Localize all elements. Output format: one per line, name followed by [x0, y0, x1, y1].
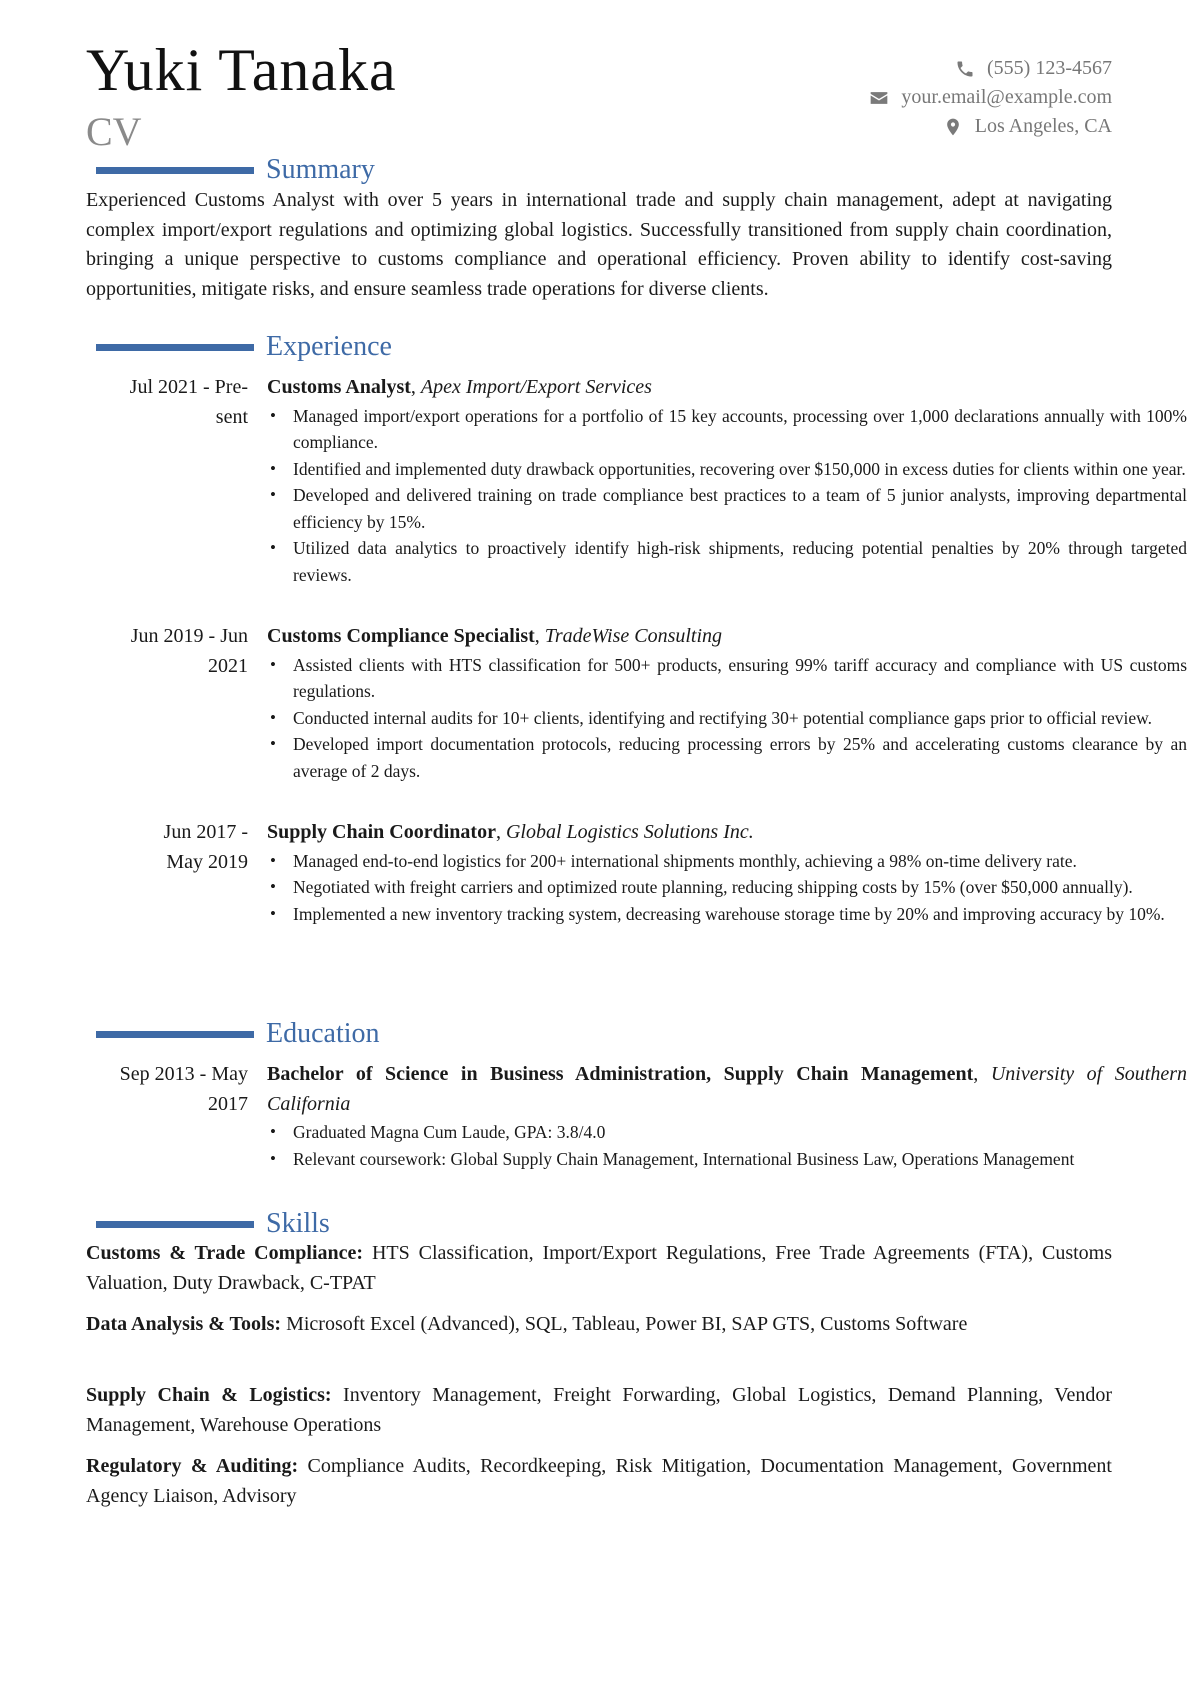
skill-items: Microsoft Excel (Advanced), SQL, Tableau, Power BI, SAP GTS, Customs Software: [286, 1313, 968, 1335]
section-bar: [96, 344, 254, 351]
list-item: • Developed import documentation protocols, reducing processing errors by 25% and accelerating customs clearance by an average of 2 days.: [267, 731, 1187, 784]
section-bar: [96, 1031, 254, 1038]
date-line: Jun 2019 - Jun: [130, 625, 248, 647]
entry-dates: [86, 1060, 248, 1119]
envelope-icon: [869, 88, 889, 108]
list-item: • Assisted clients with HTS classification for 500+ products, ensuring 99% tariff accuracy and compliance with US customs regulations.: [267, 652, 1187, 705]
entry-dates: [86, 622, 248, 681]
contact-location: [869, 112, 1112, 141]
list-item: • Developed and delivered training on trade compliance best practices to a team of 5 junior analysts, improving departmental efficiency by 15%.: [267, 482, 1187, 535]
skill-items: HTS Classification, Import/Export Regulations, Free Trade Agreements (FTA), Customs Valuation, Duty Drawback, C-TPAT: [86, 1242, 1112, 1294]
employer: Apex Import/Export Services: [420, 376, 652, 398]
section-header-education: [96, 1017, 380, 1051]
bullet-list: [267, 403, 1187, 589]
entry-heading: Customs Compliance Specialist, TradeWise Consulting: [267, 625, 723, 647]
degree-title: Bachelor of Science in Business Administration, Supply Chain Management: [267, 1063, 974, 1085]
list-item: • Managed end-to-end logistics for 200+ international shipments monthly, achieving a 98% on-time delivery rate.: [267, 848, 1187, 875]
bullet-list: [267, 848, 1187, 928]
section-header-skills: [96, 1207, 330, 1241]
skill-group: [86, 1381, 1112, 1440]
bullet-list: [267, 652, 1187, 785]
job-title: Customs Analyst: [267, 376, 411, 398]
skill-group: [86, 1310, 1112, 1340]
list-item: • Relevant coursework: Global Supply Chain Management, International Business Law, Operations Management: [267, 1146, 1187, 1173]
section-bar: [96, 167, 254, 174]
skill-label: Supply Chain & Logistics:: [86, 1384, 332, 1406]
section-header-experience: [96, 330, 392, 364]
contact-email: [869, 83, 1112, 112]
date-line: May 2019: [166, 850, 248, 873]
section-header-summary: [96, 153, 375, 187]
summary-text: Experienced Customs Analyst with over 5 years in international trade and supply chain management, adept at navigating complex import/export regulations and optimizing global logistics. Successfully transitioned from supply chain coordination, bringing a unique perspective to customs compliance and operational efficiency. Proven ability to identify cost-saving opportunities, mitigate risks, and ensure seamless trade operations for diverse clients.: [86, 189, 1112, 300]
entry-dates: [86, 373, 248, 432]
date-line: 2021: [208, 654, 248, 677]
contact-block: [869, 54, 1112, 141]
skill-label: Customs & Trade Compliance:: [86, 1242, 364, 1264]
person-name: Yuki Tanaka: [86, 37, 397, 103]
list-item: • Graduated Magna Cum Laude, GPA: 3.8/4.0: [267, 1119, 1187, 1146]
map-pin-icon: [943, 117, 963, 137]
skill-label: Data Analysis & Tools:: [86, 1313, 282, 1335]
list-item: • Implemented a new inventory tracking system, decreasing warehouse storage time by 20% and improving accuracy by 10%.: [267, 901, 1187, 928]
list-item: • Conducted internal audits for 10+ clients, identifying and rectifying 30+ potential compliance gaps prior to official review.: [267, 705, 1187, 732]
employer: TradeWise Consulting: [544, 625, 723, 647]
date-line: 2017: [208, 1092, 248, 1115]
section-title: Experience: [266, 331, 392, 362]
section-bar: [96, 1221, 254, 1228]
location-text: Los Angeles, CA: [974, 115, 1112, 137]
list-item: • Utilized data analytics to proactively identify high-risk shipments, reducing potential penalties by 20% through targeted reviews.: [267, 535, 1187, 588]
employer: Global Logistics Solutions Inc.: [505, 821, 754, 843]
section-title: Summary: [266, 154, 375, 185]
section-title: Education: [266, 1018, 380, 1049]
entry-heading: Bachelor of Science in Business Administration, Supply Chain Management, University of Southern California: [267, 1063, 1188, 1115]
institution: University of Southern California: [267, 1063, 1188, 1115]
date-line: Jul 2021 - Pre-: [129, 376, 248, 398]
section-title: Skills: [266, 1208, 330, 1239]
contact-phone: [869, 54, 1112, 83]
entry-heading: Supply Chain Coordinator, Global Logistics Solutions Inc.: [267, 821, 754, 843]
date-line: sent: [215, 405, 248, 428]
skill-group: [86, 1239, 1112, 1298]
skill-group: [86, 1452, 1112, 1511]
entry-dates: [86, 818, 248, 877]
document-subtitle: CV: [86, 109, 142, 154]
entry-heading: Customs Analyst, Apex Import/Export Services: [267, 376, 652, 398]
list-item: • Identified and implemented duty drawback opportunities, recovering over $150,000 in excess duties for clients within one year.: [267, 456, 1187, 483]
list-item: • Negotiated with freight carriers and optimized route planning, reducing shipping costs by 15% (over $50,000 annually).: [267, 874, 1187, 901]
skill-label: Regulatory & Auditing:: [86, 1455, 299, 1477]
bullet-list: [267, 1119, 1187, 1172]
skill-items: Inventory Management, Freight Forwarding, Global Logistics, Demand Planning, Vendor Management, Warehouse Operations: [86, 1384, 1113, 1436]
skill-items: Compliance Audits, Recordkeeping, Risk Mitigation, Documentation Management, Government Agency Liaison, Advisory: [86, 1455, 1112, 1507]
job-title: Customs Compliance Specialist: [267, 625, 535, 647]
job-title: Supply Chain Coordinator: [267, 821, 496, 843]
email-link[interactable]: your.email@example.com: [901, 86, 1112, 108]
phone-text[interactable]: (555) 123-4567: [987, 57, 1112, 79]
list-item: • Managed import/export operations for a portfolio of 15 key accounts, processing over 1,000 declarations annually with 100% compliance.: [267, 403, 1187, 456]
date-line: Jun 2017 -: [163, 821, 248, 843]
phone-icon: [955, 59, 975, 79]
date-line: Sep 2013 - May: [119, 1063, 248, 1085]
